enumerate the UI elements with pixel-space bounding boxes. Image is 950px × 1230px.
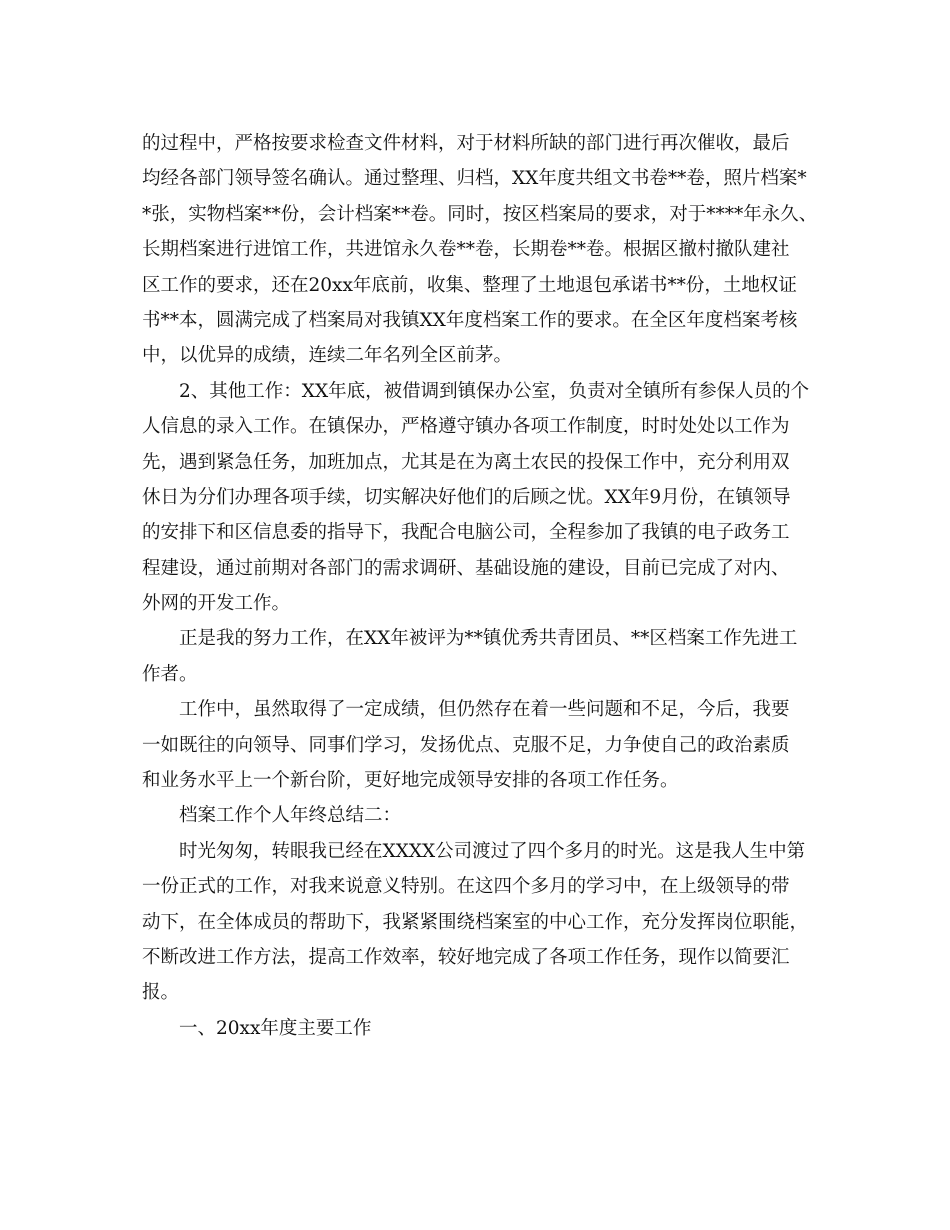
paragraph-first-line: 2、其他工作：XX年底，被借调到镇保办公室，负责对全镇所有参保人员的个	[179, 380, 810, 402]
text-line: 外网的开发工作。	[142, 593, 291, 615]
text-line: 休日为分们办理各项手续，切实解决好他们的后顾之忧。XX年9月份，在镇领导	[142, 486, 791, 508]
text-line: 区工作的要求，还在20xx年底前，收集、整理了土地退包承诺书**份，土地权证	[142, 274, 797, 296]
section-heading: 档案工作个人年终总结二：	[179, 805, 402, 827]
text-line: 动下，在全体成员的帮助下，我紧紧围绕档案室的中心工作，充分发挥岗位职能，	[142, 911, 809, 933]
text-line: 的过程中，严格按要求检查文件材料，对于材料所缺的部门进行再次催收，最后	[142, 133, 790, 154]
text-line: 先，遇到紧急任务，加班加点，尤其是在为离土农民的投保工作中，充分利用双	[142, 451, 790, 473]
text-line: 不断改进工作方法，提高工作效率，较好地完成了各项工作任务，现作以简要汇	[142, 946, 790, 968]
text-line: 一份正式的工作，对我来说意义特别。在这四个多月的学习中，在上级领导的带	[142, 876, 790, 898]
document-body	[142, 126, 818, 1046]
text-line: 书**本，圆满完成了档案局对我镇XX年度档案工作的要求。在全区年度档案考核	[142, 309, 798, 331]
text-line: 程建设，通过前期对各部门的需求调研、基础设施的建设，目前已完成了对内、	[142, 557, 790, 579]
text-line: 长期档案进行进馆工作，共进馆永久卷**卷，长期卷**卷。根据区撤村撤队建社	[142, 239, 790, 261]
text-line: *张，实物档案**份，会计档案**卷。同时，按区档案局的要求，对于****年永久、	[142, 203, 818, 225]
text-line: 的安排下和区信息委的指导下，我配合电脑公司，全程参加了我镇的电子政务工	[142, 522, 790, 544]
text-line: 人信息的录入工作。在镇保办，严格遵守镇办各项工作制度，时时处处以工作为	[142, 416, 790, 438]
text-line: 作者。	[142, 663, 198, 685]
paragraph-first-line: 工作中，虽然取得了一定成绩，但仍然存在着一些问题和不足，今后，我要	[179, 699, 790, 721]
paragraph-first-line: 正是我的努力工作，在XX年被评为**镇优秀共青团员、**区档案工作先进工	[179, 628, 798, 650]
text-line: 一如既往的向领导、同事们学习，发扬优点、克服不足，力争使自己的政治素质	[142, 734, 790, 756]
paragraph-first-line: 时光匆匆，转眼我已经在XXXX公司渡过了四个多月的时光。这是我人生中第	[179, 840, 806, 862]
text-line: 中，以优异的成绩，连续二年名列全区前茅。	[142, 345, 513, 367]
text-line: 均经各部门领导签名确认。通过整理、归档，XX年度共组文书卷**卷，照片档案*	[142, 168, 807, 190]
subsection-heading: 一、20xx年度主要工作	[179, 1017, 372, 1039]
text-line: 报。	[142, 982, 180, 1004]
text-line: 和业务水平上一个新台阶，更好地完成领导安排的各项工作任务。	[142, 770, 679, 792]
